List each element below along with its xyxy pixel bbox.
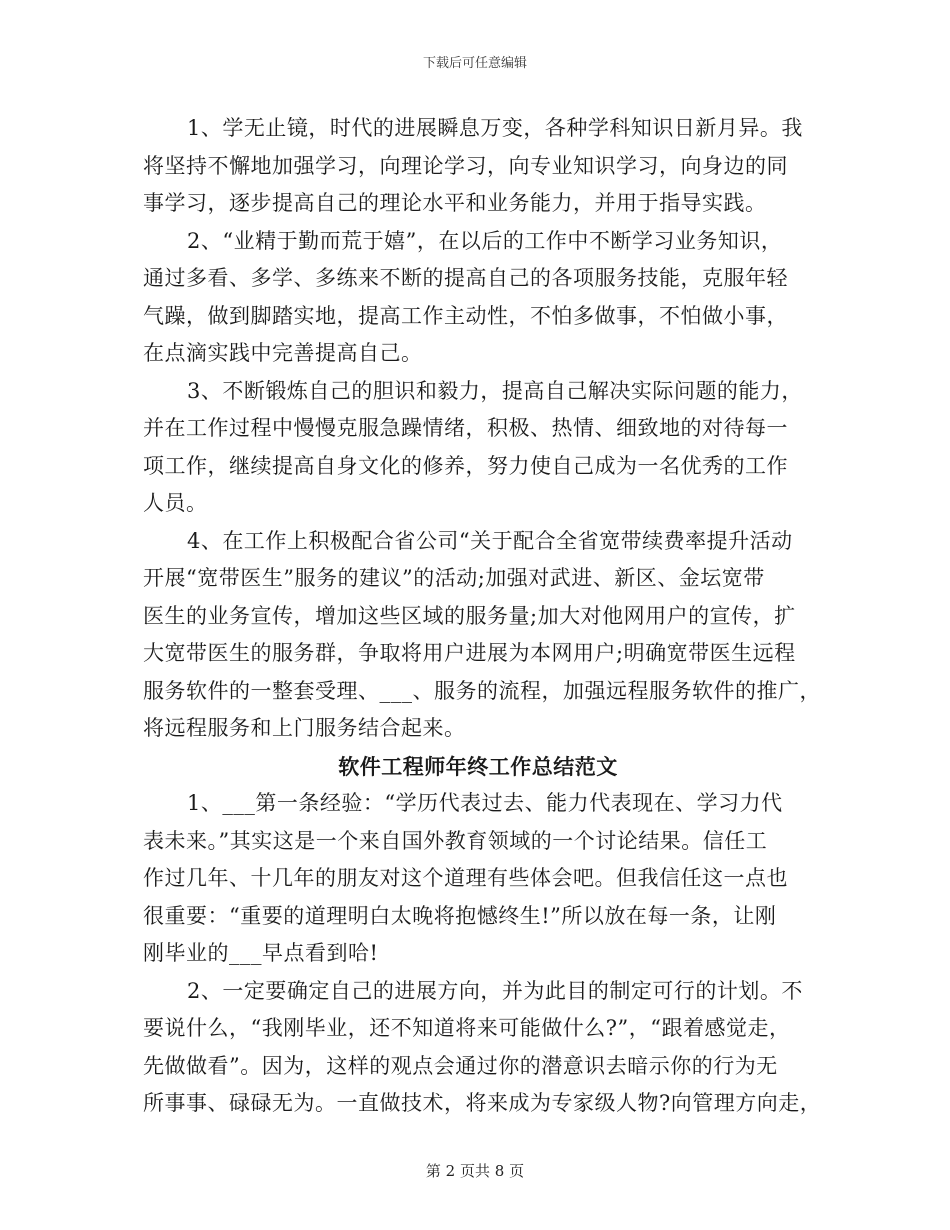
- text-line: 服务软件的一整套受理、___、服务的流程，加强远程服务软件的推广，: [143, 678, 821, 703]
- paragraph: [143, 523, 821, 748]
- document-body: [143, 110, 822, 1123]
- text-line: 3、不断锻炼自己的胆识和毅力，提高自己解决实际问题的能力，: [187, 378, 803, 403]
- section-title: 软件工程师年终工作总结范文: [338, 753, 618, 779]
- text-line: 先做做看”。因为，这样的观点会通过你的潜意识去暗示你的行为无: [143, 1053, 778, 1078]
- paragraph: [143, 223, 813, 373]
- text-line: 通过多看、多学、多练来不断的提高自己的各项服务技能，克服年轻: [143, 266, 788, 290]
- paragraph: [143, 110, 813, 223]
- text-line: 人员。: [143, 491, 208, 515]
- text-line: 项工作，继续提高自身文化的修养，努力使自己成为一名优秀的工作: [143, 453, 788, 478]
- text-line: 4、在工作上积极配合省公司“关于配合全省宽带续费率提升活动: [187, 528, 793, 553]
- text-line: 将坚持不懈地加强学习，向理论学习，向专业知识学习，向身边的同: [143, 153, 788, 178]
- paragraph: [143, 373, 813, 523]
- paragraph: [143, 785, 813, 973]
- page-footer: 第 2 页共 8 页: [425, 1162, 525, 1180]
- text-line: 表未来。”其实这是一个来自国外教育领域的一个讨论结果。信任工: [143, 828, 768, 853]
- text-line: 医生的业务宣传，增加这些区域的服务量;加大对他网用户的宣传，扩: [143, 603, 796, 628]
- text-line: 1、学无止镜，时代的进展瞬息万变，各种学科知识日新月异。我: [187, 116, 803, 140]
- text-line: 在点滴实践中完善提高自己。: [143, 341, 423, 365]
- text-line: 大宽带医生的服务群，争取将用户进展为本网用户;明确宽带医生远程: [143, 641, 796, 665]
- text-line: 并在工作过程中慢慢克服急躁情绪，积极、热情、细致地的对待每一: [143, 416, 788, 440]
- text-line: 作过几年、十几年的朋友对这个道理有些体会吧。但我信任这一点也: [143, 866, 788, 890]
- text-line: 2、一定要确定自己的进展方向，并为此目的制定可行的计划。不: [187, 978, 803, 1003]
- section-part2: [143, 785, 822, 1123]
- text-line: 将远程服务和上门服务结合起来。: [143, 716, 466, 740]
- text-line: 事学习，逐步提高自己的理论水平和业务能力，并用于指导实践。: [143, 191, 767, 215]
- page-header: 下载后可任意编辑: [422, 56, 527, 71]
- text-line: 气躁，做到脚踏实地，提高工作主动性，不怕多做事，不怕做小事，: [143, 303, 788, 328]
- text-line: 所事事、碌碌无为。一直做技术，将来成为专家级人物?向管理方向走，: [143, 1091, 822, 1115]
- section-part1: [143, 110, 821, 748]
- text-line: 开展“宽带医生”服务的建议”的活动;加强对武进、新区、金坛宽带: [143, 566, 765, 590]
- text-line: 1、___第一条经验：“学历代表过去、能力代表现在、学习力代: [187, 791, 783, 815]
- text-line: 要说什么，“我刚毕业，还不知道将来可能做什么?”，“跟着感觉走，: [143, 1016, 791, 1040]
- text-line: 刚毕业的___早点看到哈!: [143, 941, 379, 965]
- paragraph: [143, 973, 822, 1123]
- text-line: 2、“业精于勤而荒于嬉”，在以后的工作中不断学习业务知识，: [187, 228, 783, 253]
- text-line: 很重要：“重要的道理明白太晚将抱憾终生!”所以放在每一条，让刚: [143, 903, 777, 928]
